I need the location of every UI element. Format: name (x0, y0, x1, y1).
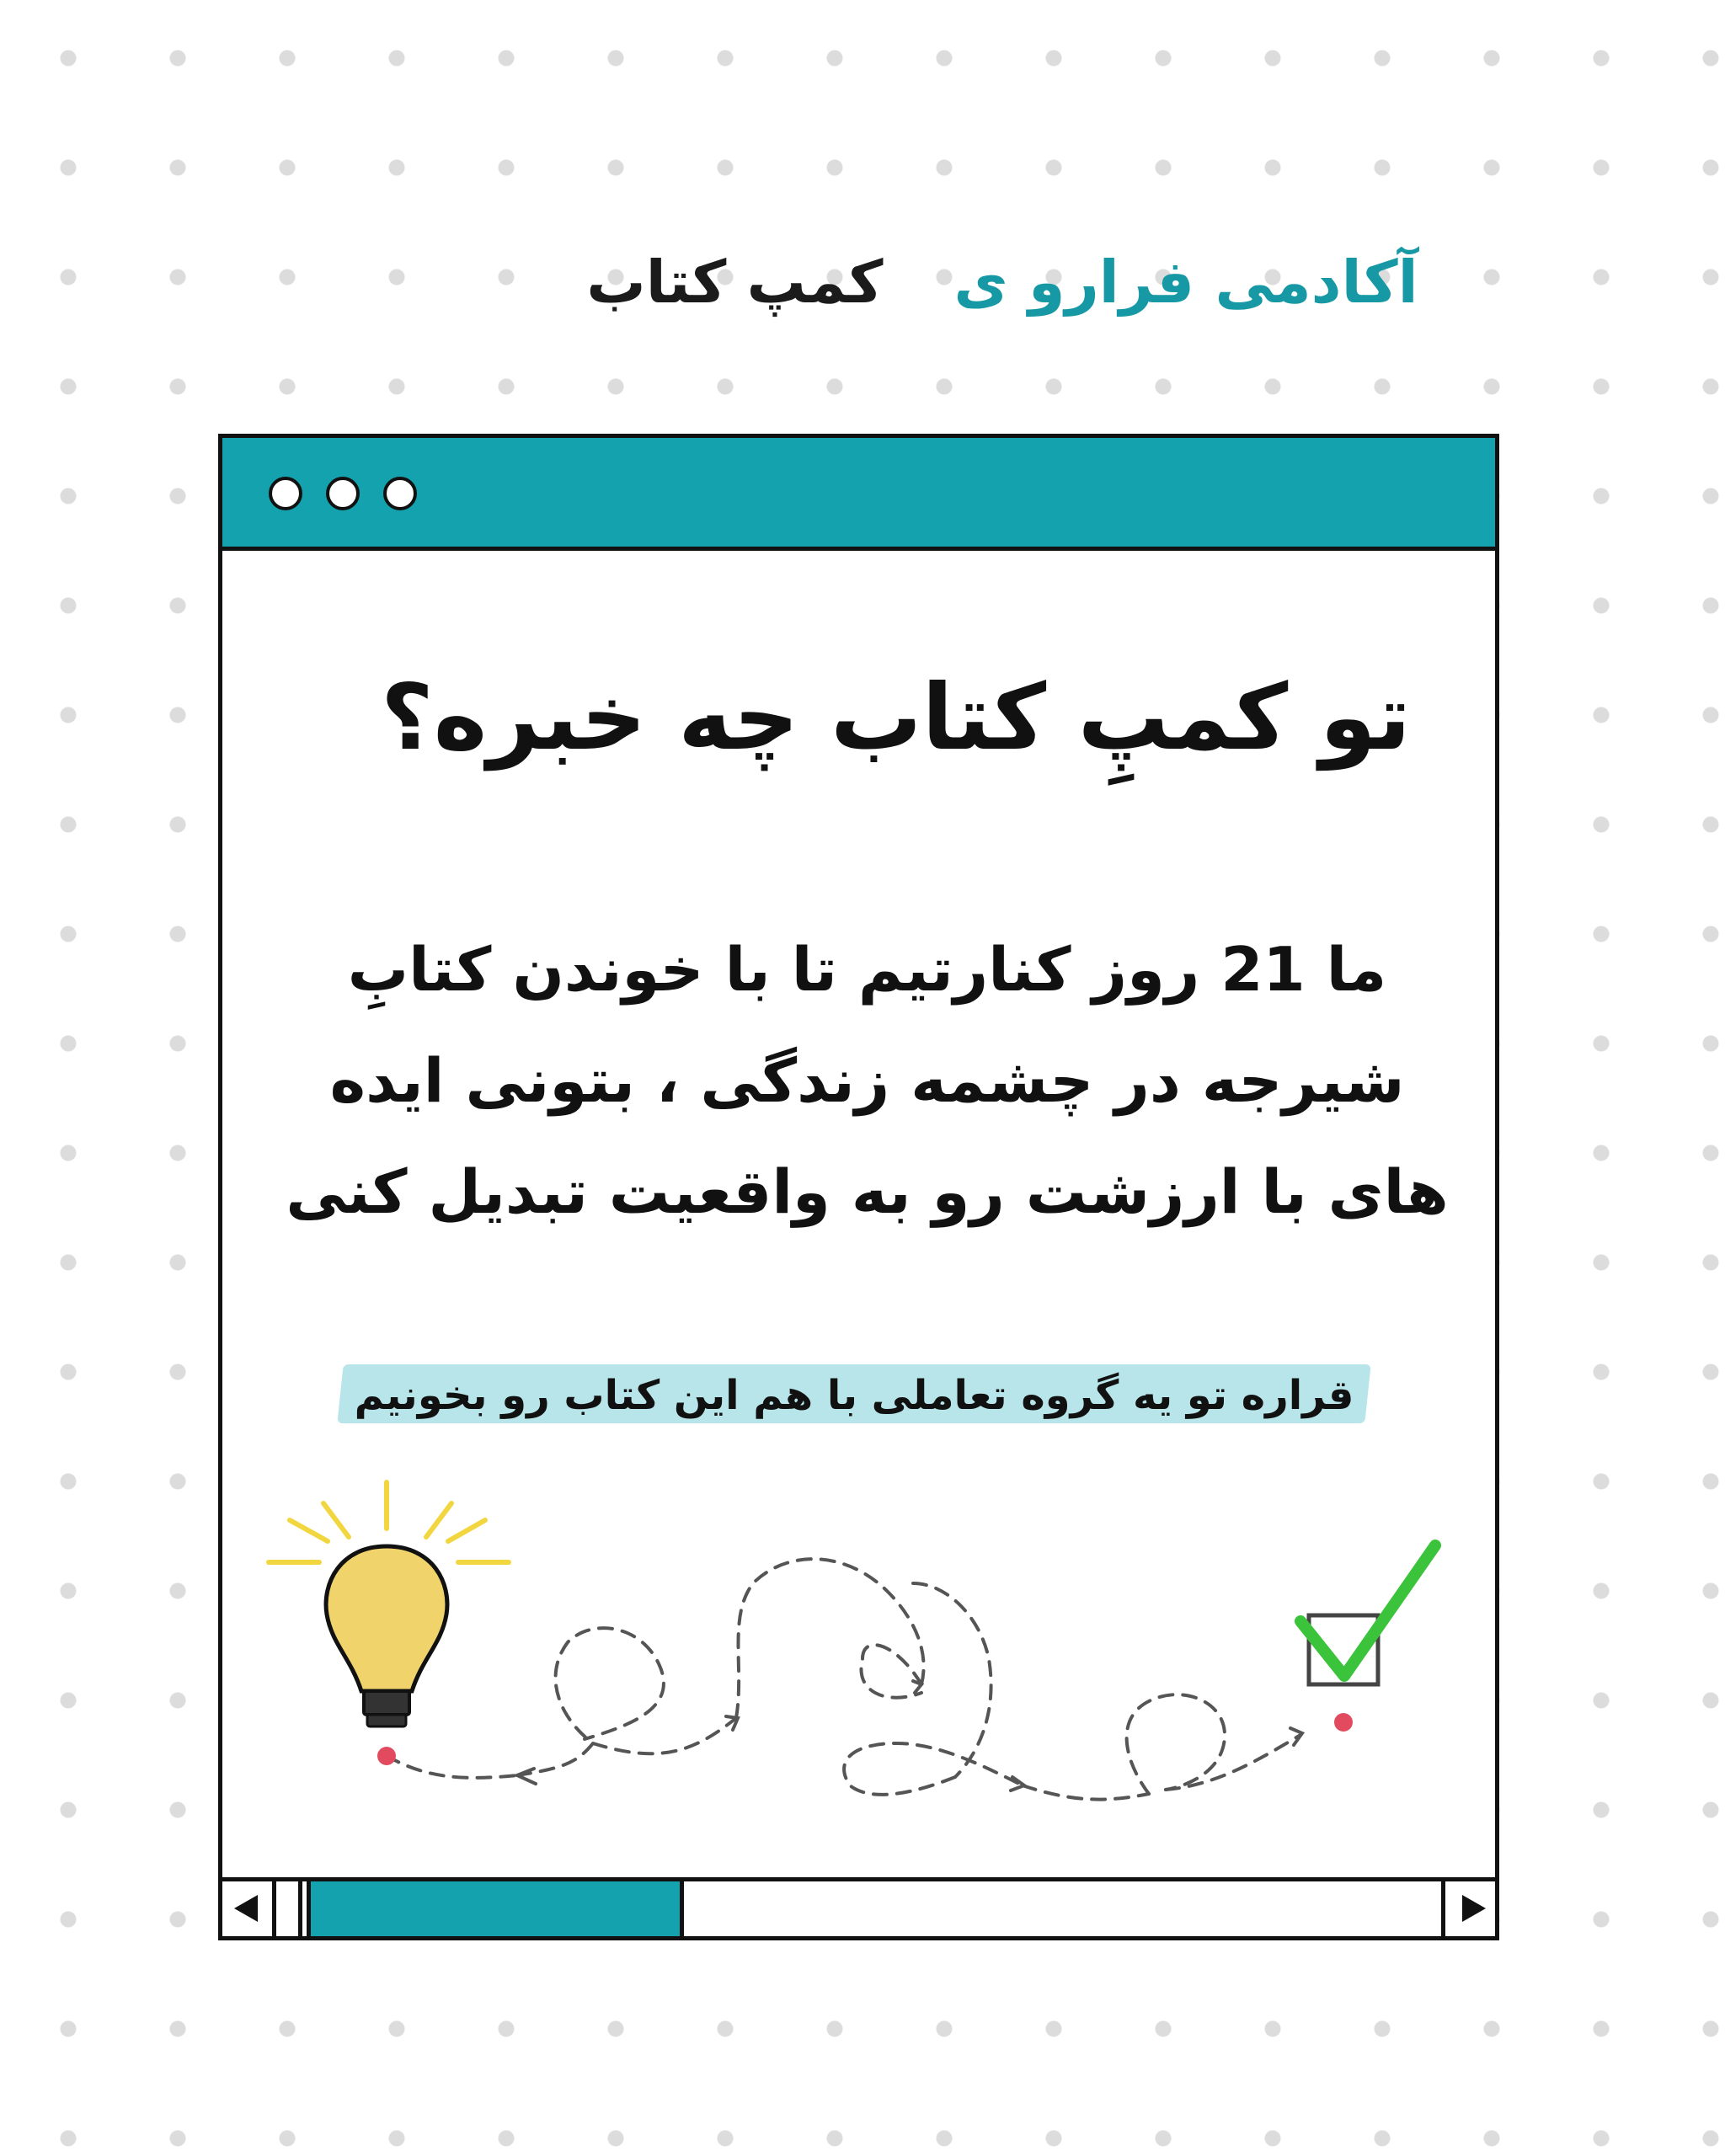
browser-window (218, 434, 1499, 1940)
headline: تو کمپِ کتاب چه خبره؟ (380, 665, 1411, 771)
track-separator (298, 1881, 302, 1936)
note-text: قراره تو یه گروه تعاملی با هم این کتاب رو بخونیم (354, 1372, 1354, 1419)
checkmark-icon (1300, 1545, 1435, 1684)
product-name: کمپ کتاب (586, 248, 884, 317)
body-line-3: های با ارزشت رو به واقعیت تبدیل کنی (286, 1156, 1449, 1227)
journey-illustration (222, 438, 1495, 1870)
body-line-2: شیرجه در چشمه زندگی ، بتونی ایده (329, 1045, 1405, 1116)
header (586, 215, 1418, 350)
scrollbar-thumb[interactable] (307, 1881, 684, 1936)
body-line-1: ما 21 روز کنارتیم تا با خوندن کتابِ (347, 934, 1387, 1005)
horizontal-scrollbar[interactable] (222, 1877, 1495, 1936)
brand-name: آکادمی فرارو ی (953, 248, 1418, 317)
lightbulb-icon (269, 1482, 509, 1726)
arrow-left-icon[interactable] (222, 1881, 276, 1936)
arrow-right-icon[interactable] (1441, 1881, 1495, 1936)
